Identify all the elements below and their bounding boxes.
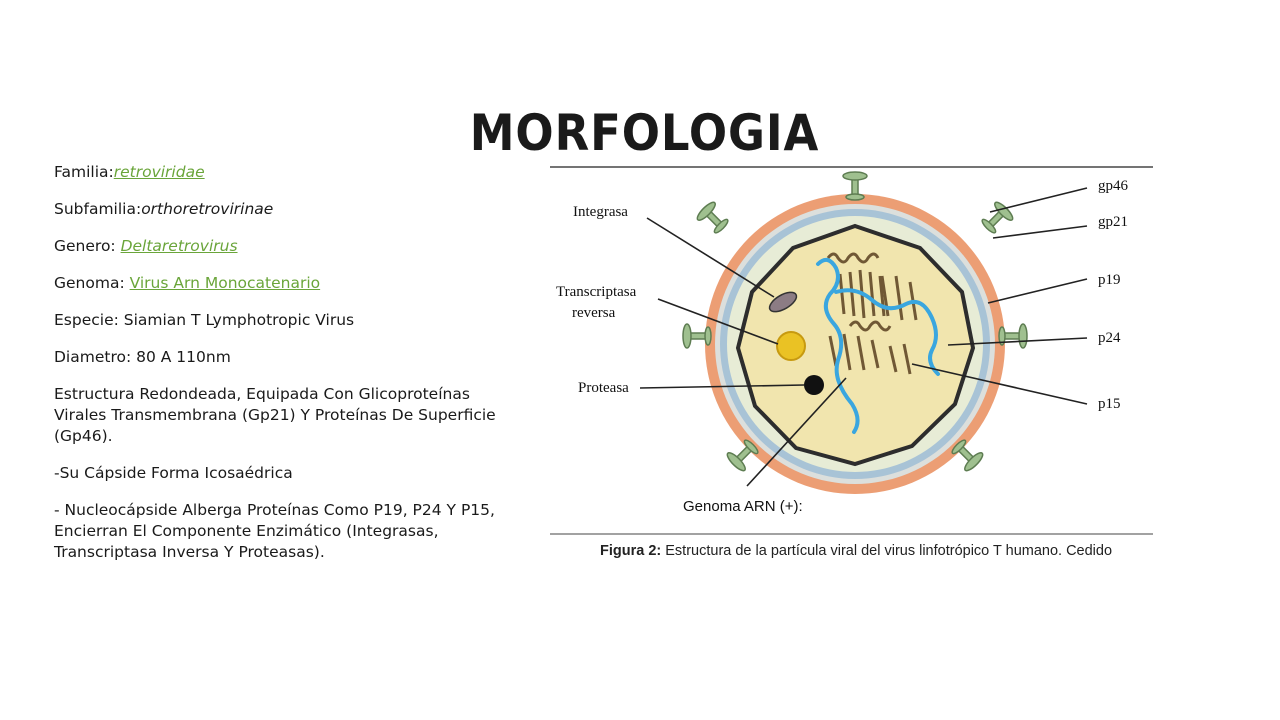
label-gp46: gp46 [1098, 178, 1128, 194]
estructura-paragraph: Estructura Redondeada, Equipada Con Glicoproteínas Virales Transmembrana (Gp21) Y Proteínas De Superficie (Gp46). [54, 385, 496, 445]
virus-structure-figure [550, 166, 1153, 536]
especie-line: Especie: Siamian T Lymphotropic Virus [54, 311, 355, 329]
proteasa-enzyme [804, 375, 824, 395]
transcriptasa-enzyme [777, 332, 805, 360]
label-reversa: reversa [572, 305, 616, 321]
nucleocapside-paragraph: - Nucleocápside Alberga Proteínas Como P19, P24 Y P15, Encierran El Componente Enzimático (Integrasas, Transcriptasa Inversa Y Proteasas). [54, 501, 495, 561]
genoma-link[interactable]: Virus Arn Monocatenario [129, 274, 321, 292]
content-text [54, 162, 516, 579]
familia-line: Familia:retroviridae [54, 163, 205, 181]
label-proteasa: Proteasa [578, 380, 629, 396]
familia-link[interactable]: retroviridae [113, 163, 205, 181]
genero-line: Genero: Deltaretrovirus [54, 237, 238, 255]
label-p19: p19 [1098, 272, 1121, 288]
label-p24: p24 [1098, 330, 1121, 346]
label-genoma: Genoma ARN (+): [683, 498, 803, 515]
label-gp21: gp21 [1098, 214, 1128, 230]
figure-caption: Figura 2: Estructura de la partícula viral del virus linfotrópico T humano. Cedido [600, 543, 1113, 559]
genero-link[interactable]: Deltaretrovirus [120, 237, 238, 255]
genoma-line: Genoma: Virus Arn Monocatenario [54, 274, 321, 292]
slide-title: MORFOLOGIA [469, 104, 820, 162]
label-transcriptasa: Transcriptasa [556, 284, 637, 300]
label-integrasa: Integrasa [573, 204, 628, 220]
diametro-line: Diametro: 80 A 110nm [54, 348, 231, 366]
capside-line: -Su Cápside Forma Icosaédrica [54, 464, 293, 482]
subfamilia-line: Subfamilia:orthoretrovirinae [54, 200, 274, 218]
label-p15: p15 [1098, 396, 1121, 412]
